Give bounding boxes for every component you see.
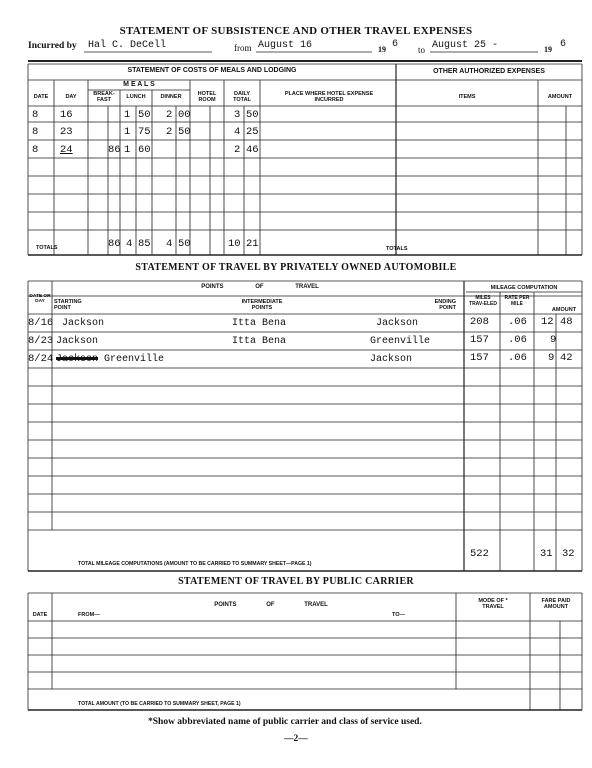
meal-date[interactable]: 8 (32, 126, 39, 138)
meal-dinner-cents[interactable]: 00 (178, 109, 191, 121)
carrier-section-title: STATEMENT OF TRAVEL BY PUBLIC CARRIER (178, 576, 414, 587)
footnote: *Show abbreviated name of public carrier and class of service used. (148, 717, 422, 727)
meal-total-cents[interactable]: 25 (246, 126, 259, 138)
meal-lunch-dollars[interactable]: 1 (124, 144, 131, 156)
meal-dinner-cents[interactable]: 50 (178, 126, 191, 138)
meal-total-cents[interactable]: 50 (246, 109, 259, 121)
auto-amount-dollars[interactable]: 9 (548, 352, 555, 364)
meal-lunch-cents[interactable]: 75 (138, 126, 151, 138)
col-lunch-header: LUNCH (126, 94, 146, 100)
auto-start[interactable]: Jackson (56, 336, 99, 347)
total-lunch-cents: 85 (138, 238, 151, 250)
total-lunch-dollars: 4 (126, 238, 133, 250)
meal-total-cents[interactable]: 46 (246, 144, 259, 156)
meal-breakfast-cents[interactable]: 86 (108, 144, 121, 156)
meal-day[interactable]: 23 (60, 126, 73, 138)
meals-totals-label: TOTALS (36, 245, 58, 251)
meals-section-title: STATEMENT OF COSTS OF MEALS AND LODGING (127, 67, 297, 74)
auto-total-label: TOTAL MILEAGE COMPUTATIONS (AMOUNT TO BE CARRIED TO SUMMARY SHEET—PAGE 1) (78, 561, 312, 567)
carrier-col-fare-header: FARE PAID AMOUNT (541, 598, 571, 610)
auto-miles[interactable]: 208 (470, 316, 489, 328)
auto-amount-dollars[interactable]: 9 (550, 334, 557, 346)
auto-amount-cents[interactable]: 48 (560, 316, 573, 328)
auto-start[interactable]: Jackson (62, 318, 105, 329)
col-daily-total-header: DAILY TOTAL (233, 91, 251, 103)
total-daily-dollars: 10 (228, 238, 241, 250)
auto-col-starting-header: STARTING POINT (54, 299, 82, 311)
auto-col-date-header: DATE OR DAY (29, 294, 51, 304)
auto-col-ending-header: ENDING POINT (434, 299, 456, 311)
carrier-col-date-header: DATE (32, 612, 48, 618)
carrier-col-from-header: FROM— (78, 612, 100, 618)
meals-subheader: M E A L S (123, 81, 155, 88)
incurred-by-label: Incurred by (28, 41, 77, 51)
carrier-col-to-header: TO— (392, 612, 406, 618)
meal-lunch-dollars[interactable]: 1 (124, 109, 131, 121)
col-breakfast-header: BREAK-FAST (93, 91, 115, 103)
col-dinner-header: DINNER (160, 94, 182, 100)
auto-date[interactable]: 8/24 (28, 353, 54, 365)
meal-lunch-dollars[interactable]: 1 (124, 126, 131, 138)
meal-total-dollars[interactable]: 4 (234, 126, 241, 138)
auto-total-amount-dollars: 31 (540, 548, 553, 560)
page-title: STATEMENT OF SUBSISTENCE AND OTHER TRAVEL EXPENSES (119, 25, 473, 37)
auto-end[interactable]: Jackson (376, 318, 419, 329)
auto-col-rate-header: RATE PER MILE (504, 295, 530, 307)
col-day-header: DAY (65, 94, 77, 100)
auto-mileage-header: MILEAGE COMPUTATION (490, 285, 558, 291)
to-label: to (418, 45, 426, 55)
to-date[interactable]: August 25 - (432, 40, 499, 51)
from-label: from (234, 43, 252, 53)
meal-total-dollars[interactable]: 3 (234, 109, 241, 121)
carrier-points-of-travel-header: POINTS OF TRAVEL (214, 602, 328, 608)
meal-dinner-dollars[interactable]: 2 (166, 109, 173, 121)
meal-lunch-cents[interactable]: 50 (138, 109, 151, 121)
auto-date[interactable]: 8/23 (28, 335, 54, 347)
carrier-col-mode-header: MODE OF * TRAVEL (478, 598, 508, 610)
auto-points-of-travel-header: POINTS OF TRAVEL (201, 284, 319, 290)
col-items-header: ITEMS (458, 94, 476, 100)
meal-day[interactable]: 24 (60, 144, 73, 156)
total-daily-cents: 21 (246, 238, 259, 250)
auto-amount-dollars[interactable]: 12 (541, 316, 554, 328)
auto-intermediate[interactable]: Itta Bena (232, 336, 287, 347)
auto-total-amount-cents: 32 (562, 548, 575, 560)
auto-end[interactable]: Jackson (370, 354, 413, 365)
total-dinner-dollars: 4 (166, 238, 173, 250)
auto-total-miles: 522 (470, 548, 489, 560)
auto-rate[interactable]: .06 (508, 316, 527, 328)
to-year[interactable]: 6 (560, 39, 567, 50)
to-year-prefix: 19 (544, 45, 552, 54)
meal-day[interactable]: 16 (60, 109, 73, 121)
auto-intermediate[interactable]: Itta Bena (232, 318, 287, 329)
other-expenses-title: OTHER AUTHORIZED EXPENSES (433, 68, 545, 75)
meal-date[interactable]: 8 (32, 109, 39, 121)
col-date-header: DATE (33, 94, 49, 100)
col-hotel-header: HOTEL ROOM (197, 91, 217, 103)
auto-miles[interactable]: 157 (470, 334, 489, 346)
auto-amount-cents[interactable]: 42 (560, 352, 573, 364)
total-breakfast-cents: 86 (108, 238, 121, 250)
auto-start-struck: Jackson (56, 354, 99, 365)
col-place-header: PLACE WHERE HOTEL EXPENSE INCURRED (284, 91, 374, 103)
auto-section-title: STATEMENT OF TRAVEL BY PRIVATELY OWNED AUTOMOBILE (135, 262, 457, 273)
auto-date[interactable]: 8/16 (28, 317, 54, 329)
col-amount-header: AMOUNT (547, 94, 573, 100)
auto-end[interactable]: Greenville (370, 336, 431, 347)
from-year-prefix: 19 (378, 45, 386, 54)
from-date[interactable]: August 16 (258, 40, 313, 51)
auto-start[interactable]: Greenville (104, 354, 165, 365)
incurred-by-name[interactable]: Hal C. DeCell (88, 40, 167, 51)
auto-rate[interactable]: .06 (508, 352, 527, 364)
from-year[interactable]: 6 (392, 39, 399, 50)
meal-lunch-cents[interactable]: 60 (138, 144, 151, 156)
auto-col-amount-header: AMOUNT (551, 307, 577, 313)
total-dinner-cents: 50 (178, 238, 191, 250)
auto-col-miles-header: MILES TRAV-ELED (469, 295, 497, 307)
other-totals-label: TOTALS (386, 246, 408, 252)
page-number: —2— (284, 734, 308, 744)
meal-total-dollars[interactable]: 2 (234, 144, 241, 156)
meal-date[interactable]: 8 (32, 144, 39, 156)
carrier-total-label: TOTAL AMOUNT (TO BE CARRIED TO SUMMARY SHEET, PAGE 1) (78, 701, 241, 707)
auto-col-intermediate-header: INTERMEDIATE POINTS (241, 299, 283, 311)
auto-miles[interactable]: 157 (470, 352, 489, 364)
meal-dinner-dollars[interactable]: 2 (166, 126, 173, 138)
auto-rate[interactable]: .06 (508, 334, 527, 346)
